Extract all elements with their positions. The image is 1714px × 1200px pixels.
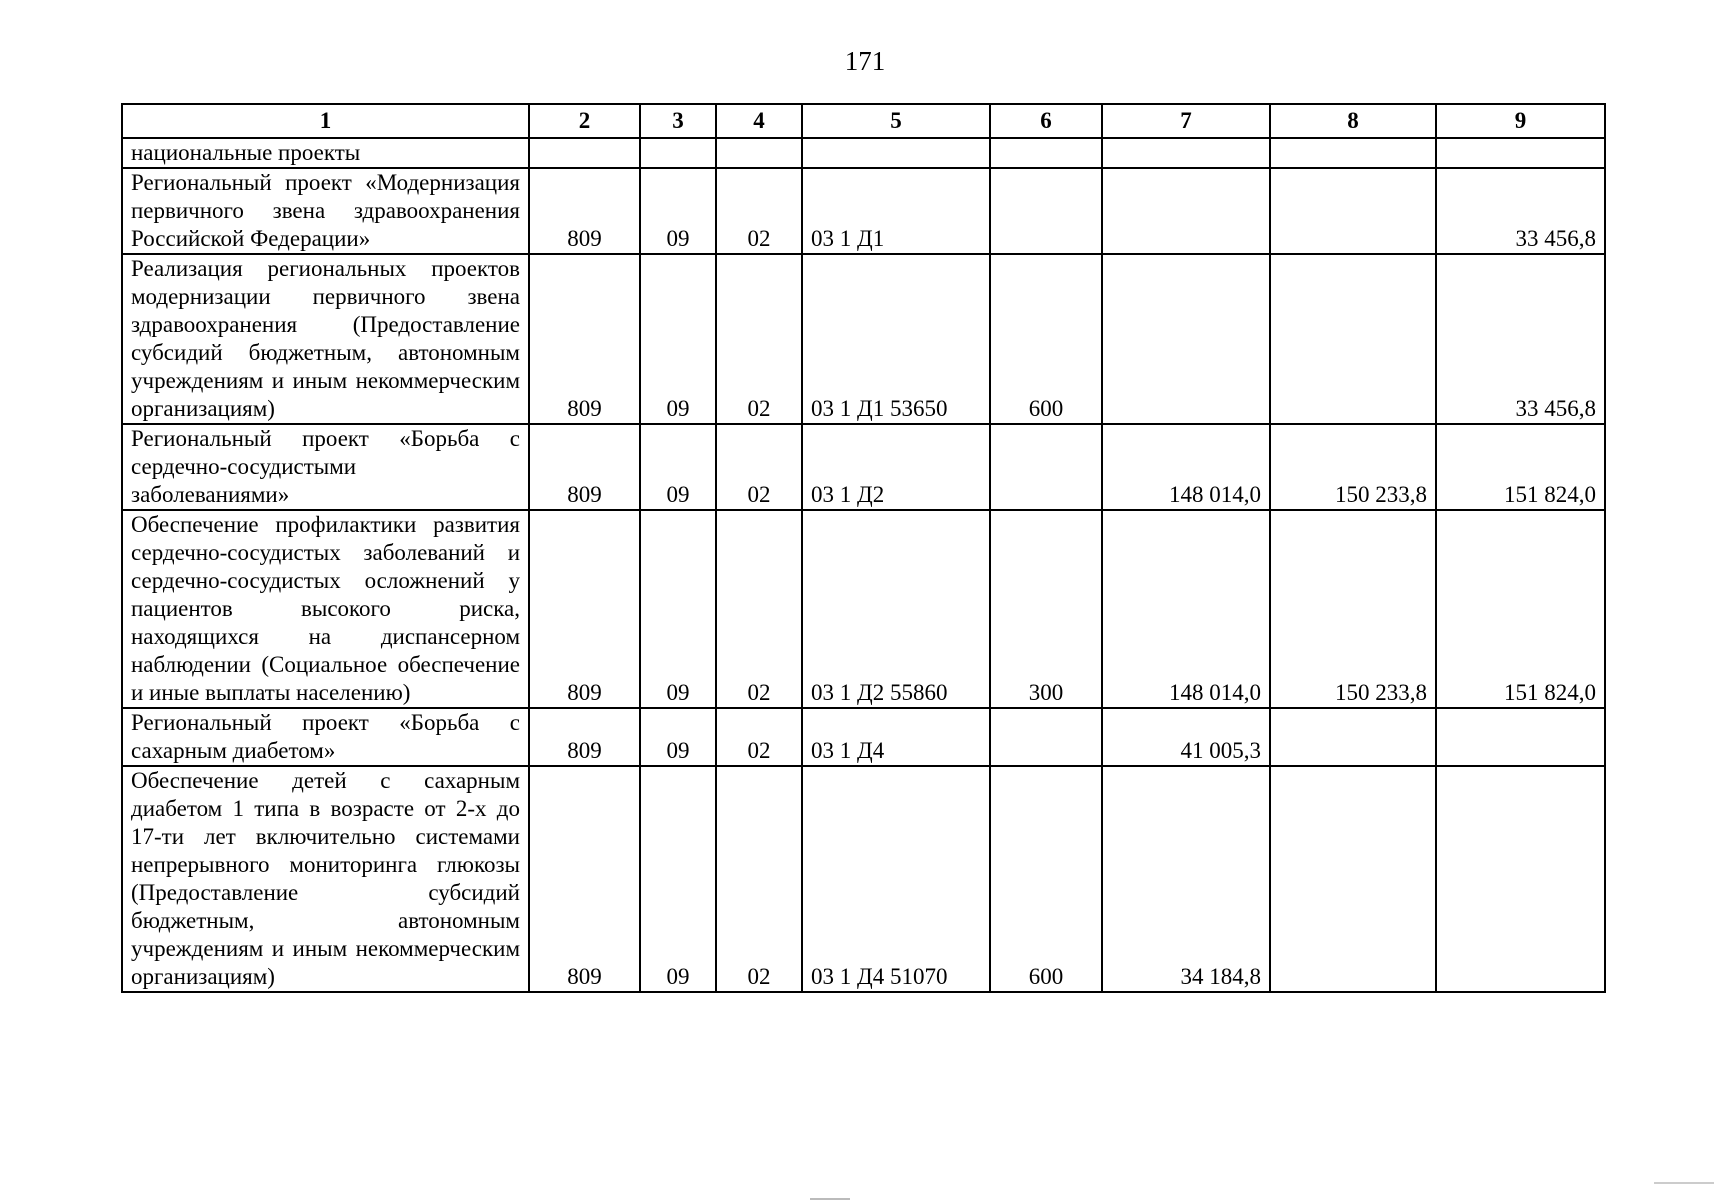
cell-target-article: 03 1 Д1 53650 [802,254,990,424]
table-row [122,424,1605,510]
cell-amount-year3: 151 824,0 [1436,424,1605,510]
table-row [122,510,1605,708]
row-description: Обеспечение профилактики развития сердечно-сосудистых заболеваний и сердечно-сосудистых осложнений у пациентов высокого риска, находящихся на диспансерном наблюдении (Социальное обеспечение и иные выплаты населению) [122,510,529,708]
cell-amount-year3 [1436,708,1605,766]
cell-amount-year1: 148 014,0 [1102,424,1270,510]
cell-amount-year2 [1270,766,1436,992]
cell-section: 09 [640,708,716,766]
header-cell: 1 [122,104,529,138]
table-row [122,168,1605,254]
cell-amount-year1: 34 184,8 [1102,766,1270,992]
cell-expense-type: 600 [990,254,1102,424]
cell-amount-year3 [1436,138,1605,168]
cell-expense-type: 300 [990,510,1102,708]
row-description: Реализация региональных проектов модернизации первичного звена здравоохранения (Предоставление субсидий бюджетным, автономным учреждениям и иным некоммерческим организациям) [122,254,529,424]
table-row [122,766,1605,992]
cell-ministry-code: 809 [529,708,640,766]
cell-amount-year1 [1102,168,1270,254]
header-cell: 7 [1102,104,1270,138]
cell-target-article: 03 1 Д4 [802,708,990,766]
cell-target-article: 03 1 Д2 55860 [802,510,990,708]
table-row [122,708,1605,766]
cell-subsection: 02 [716,510,802,708]
cell-subsection: 02 [716,254,802,424]
cell-section: 09 [640,254,716,424]
cell-ministry-code: 809 [529,424,640,510]
header-cell: 5 [802,104,990,138]
header-cell: 4 [716,104,802,138]
cell-target-article: 03 1 Д2 [802,424,990,510]
cell-section: 09 [640,424,716,510]
cell-expense-type [990,708,1102,766]
cell-amount-year1: 148 014,0 [1102,510,1270,708]
row-description: Региональный проект «Модернизация первичного звена здравоохранения Российской Федерации» [122,168,529,254]
cell-amount-year2 [1270,254,1436,424]
row-description: Обеспечение детей с сахарным диабетом 1 типа в возрасте от 2-х до 17-ти лет включительно системами непрерывного мониторинга глюкозы (Предоставление субсидий бюджетным, автономным учреждениям и иным некоммерческим организациям) [122,766,529,992]
header-cell: 3 [640,104,716,138]
cell-expense-type: 600 [990,766,1102,992]
cell-amount-year2: 150 233,8 [1270,424,1436,510]
cell-section: 09 [640,766,716,992]
cell-subsection: 02 [716,424,802,510]
cell-amount-year2 [1270,168,1436,254]
cell-target-article: 03 1 Д4 51070 [802,766,990,992]
cell-amount-year1 [1102,254,1270,424]
cell-section: 09 [640,168,716,254]
page-number: 171 [844,46,886,76]
cell-expense-type [990,424,1102,510]
row-description: Региональный проект «Борьба с сахарным диабетом» [122,708,529,766]
cell-section: 09 [640,510,716,708]
cell-ministry-code: 809 [529,510,640,708]
row-description: национальные проекты [122,138,529,168]
header-row [122,104,1605,138]
cell-amount-year3: 151 824,0 [1436,510,1605,708]
cell-subsection: 02 [716,168,802,254]
cell-ministry-code: 809 [529,766,640,992]
cell-amount-year1 [1102,138,1270,168]
cell-ministry-code: 809 [529,254,640,424]
header-cell: 8 [1270,104,1436,138]
table-row [122,254,1605,424]
cell-amount-year3: 33 456,8 [1436,254,1605,424]
cell-target-article [802,138,990,168]
cell-section [640,138,716,168]
header-cell: 2 [529,104,640,138]
cell-expense-type [990,168,1102,254]
cell-ministry-code [529,138,640,168]
header-cell: 9 [1436,104,1605,138]
cell-amount-year1: 41 005,3 [1102,708,1270,766]
header-cell: 6 [990,104,1102,138]
cell-subsection: 02 [716,766,802,992]
cell-amount-year3 [1436,766,1605,992]
cell-subsection [716,138,802,168]
table-row [122,138,1605,168]
row-description: Региональный проект «Борьба с сердечно-сосудистыми заболеваниями» [122,424,529,510]
cell-target-article: 03 1 Д1 [802,168,990,254]
cell-amount-year2 [1270,138,1436,168]
scan-artifact-line [1654,1182,1714,1184]
budget-table [121,103,1606,993]
cell-amount-year2 [1270,708,1436,766]
cell-subsection: 02 [716,708,802,766]
cell-expense-type [990,138,1102,168]
cell-ministry-code: 809 [529,168,640,254]
cell-amount-year2: 150 233,8 [1270,510,1436,708]
cell-amount-year3: 33 456,8 [1436,168,1605,254]
